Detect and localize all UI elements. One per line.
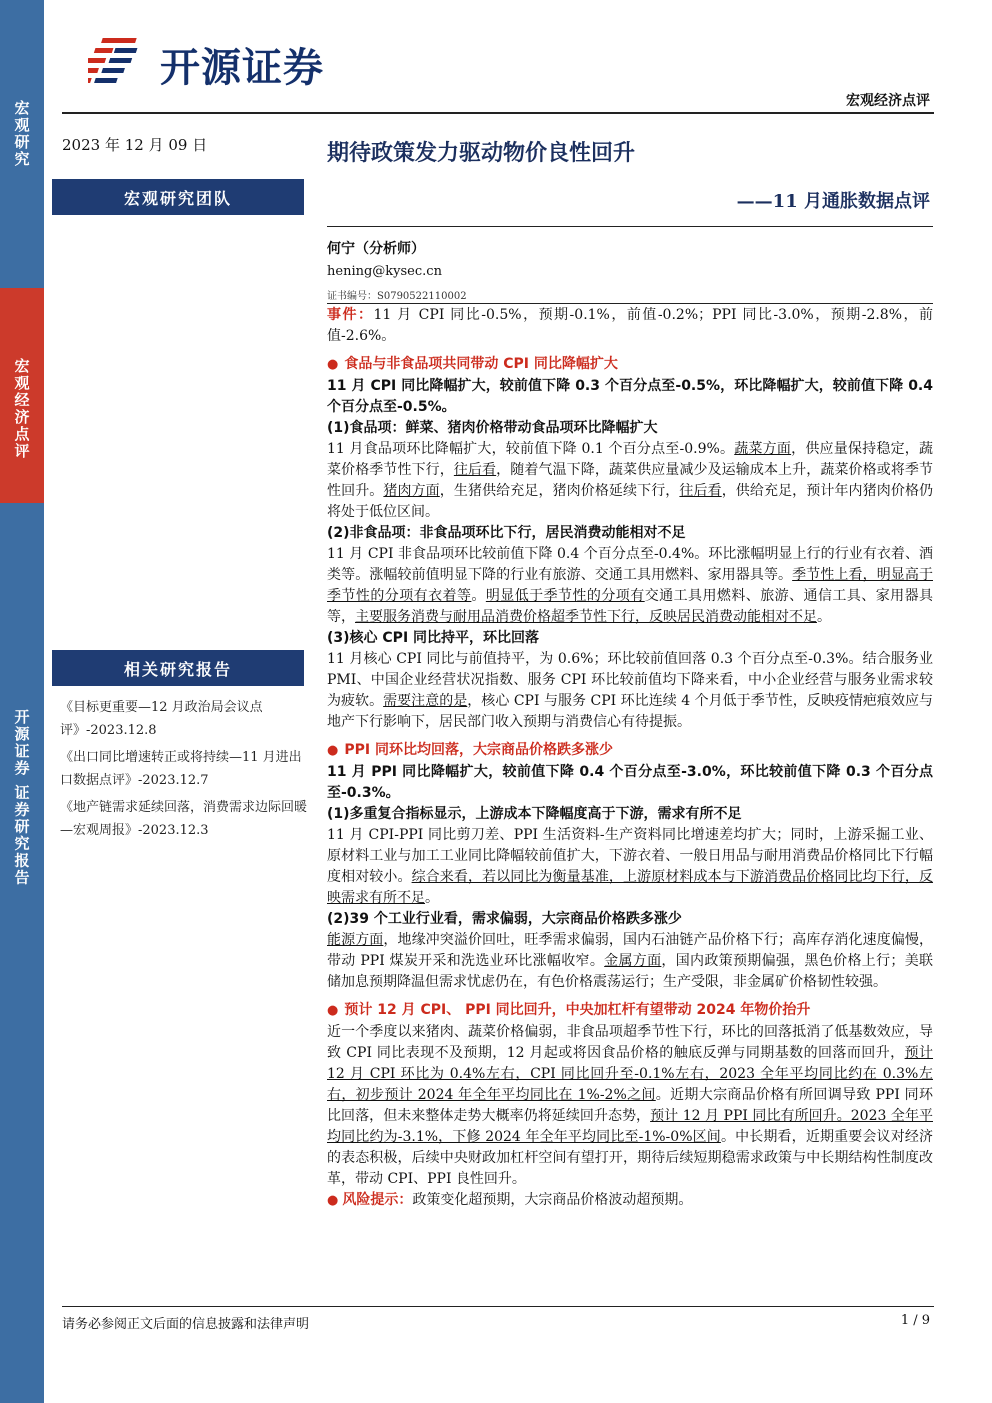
section-heading-text: 食品与非食品项共同带动 CPI 同比降幅扩大 xyxy=(344,356,618,372)
brand-name: 开源证券 xyxy=(160,45,324,91)
side-strip-middle-label: 宏观经济点评 xyxy=(12,358,31,460)
sub-heading: (3)核心 CPI 同比持平，环比回落 xyxy=(327,630,540,646)
sub-heading: (2)39 个工业行业看，需求偏弱，大宗商品价格跌多涨少 xyxy=(327,911,682,927)
paragraph: 11 月核心 CPI 同比与前值持平，为 0.6%；环比较前值回落 0.3 个百分点至-0.3%。结合服务业 PMI、中国企业经营状况指数、服务 CPI 环比较前值均下降来看，中小企业经营与服务业需求较为疲软。需要注意的是，核心 CPI 与服务 CPI 环比连续 4 个月低于季节性，反映疫情疤痕效应与地产下行影响下，居民部门收入预期与消费信心有待提振。 xyxy=(327,651,934,730)
related-item[interactable]: 《地产链需求延续回落，消费需求边际回暖—宏观周报》-2023.12.3 xyxy=(60,800,308,838)
bullet-icon: ● xyxy=(327,1003,339,1018)
title-rule xyxy=(327,226,933,227)
bullet-icon: ● xyxy=(327,743,339,758)
event-paragraph xyxy=(327,305,933,347)
paragraph: 能源方面，地缘冲突溢价回吐，旺季需求偏弱，国内石油链产品价格下行；高库存消化速度偏慢，带动 PPI 煤炭开采和洗选业环比涨幅收窄。金属方面，国内政策预期偏强，黑色价格上行；美联储加息预期降温但需求忧虑仍在，有色价格震荡运行；生产受限，非金属矿价格韧性较强。 xyxy=(327,932,934,990)
page-number: 1 / 9 xyxy=(900,1313,930,1328)
report-date: 2023 年 12 月 09 日 xyxy=(62,136,208,154)
team-box xyxy=(52,179,304,215)
paragraph: 11 月 CPI 非食品项环比较前值下降 0.4 个百分点至-0.4%。环比涨幅明显上行的行业有衣着、酒类等。涨幅较前值明显下降的行业有旅游、交通工具用燃料、家用器具等。季节性上看，明显高于季节性的分项有衣着等。明显低于季节性的分项有交通工具用燃料、旅游、通信工具、家用器具等，主要服务消费与耐用品消费价格超季节性下行，反映居民消费动能相对不足。 xyxy=(327,546,934,625)
sub-heading: (2)非食品项：非食品项环比下行，居民消费动能相对不足 xyxy=(327,525,686,541)
side-strip-bottom xyxy=(0,503,44,1403)
analyst-cert: 证书编号：S0790522110002 xyxy=(327,291,467,302)
related-box xyxy=(52,650,304,686)
side-strip-top-label: 宏观研究 xyxy=(12,100,31,168)
risk-text: 政策变化超预期，大宗商品价格波动超预期。 xyxy=(412,1192,693,1208)
section-lead: 11 月 CPI 同比降幅扩大，较前值下降 0.3 个百分点至-0.5%，环比降幅扩大，较前值下降 0.4 个百分点至-0.5%。 xyxy=(327,378,933,415)
section-heading-text: 预计 12 月 CPI、 PPI 同比回升，中央加杠杆有望带动 2024 年物价抬升 xyxy=(344,1002,811,1018)
related-label: 相关研究报告 xyxy=(123,659,232,679)
footer-rule xyxy=(62,1306,934,1307)
paragraph: 11 月 CPI-PPI 同比剪刀差、PPI 生活资料-生产资料同比增速差均扩大；同时，上游采掘工业、原材料工业与加工工业同比降幅较前值扩大，下游衣着、一般日用品与耐用消费品价格同比下行幅度相对较小。综合来看，若以同比为衡量基准，上游原材料成本与下游消费品价格同比均下行，反映需求有所不足。 xyxy=(327,827,934,906)
analyst-name: 何宁（分析师） xyxy=(327,241,425,257)
side-strip-middle xyxy=(0,288,44,503)
page-title: 期待政策发力驱动物价良性回升 xyxy=(327,140,636,166)
header-rule xyxy=(62,112,934,114)
risk-label: 风险提示： xyxy=(342,1192,413,1208)
related-item[interactable]: 《出口同比增速转正或将持续—11 月进出口数据点评》-2023.12.7 xyxy=(60,750,302,788)
section-heading xyxy=(327,999,933,1022)
page-subtitle: ——11 月通胀数据点评 xyxy=(736,191,930,212)
section-heading xyxy=(327,353,933,376)
bullet-icon: ● xyxy=(327,1193,339,1208)
paragraph: 近一个季度以来猪肉、蔬菜价格偏弱，非食品项超季节性下行，环比的回落抵消了低基数效应，导致 CPI 同比表现不及预期，12 月起或将因食品价格的触底反弹与同期基数的回落而回升，预计 12 月 CPI 环比为 0.4%左右，CPI 同比回升至-0.1%左右，2023 全年平均同比约在 0.3%左右，初步预计 2024 年全年平均同比在 1%-2%之间。近期大宗商品价格有所回调导致 PPI 同环比回落，但未来整体走势大概率仍将延续回升态势，预计 12 月 PPI 同比有所回升。2023 全年平均同比约为-3.1%，下修 2024 年全年平均同比至-1%-0%区间。中长期看，近期重要会议对经济的表态积极，后续中央财政加杠杆空间有望打开，期待后续短期稳需求政策与中长期结构性制度改革，带动 CPI、PPI 良性回升。 xyxy=(327,1024,934,1187)
event-label: 事件： xyxy=(327,307,374,323)
report-type: 宏观经济点评 xyxy=(846,93,930,109)
analyst-email[interactable]: hening@kysec.cn xyxy=(327,264,442,279)
analyst-rule xyxy=(327,303,933,304)
section-heading xyxy=(327,739,933,762)
paragraph: 11 月食品项环比降幅扩大，较前值下降 0.1 个百分点至-0.9%。蔬菜方面，供应量保持稳定，蔬菜价格季节性下行，往后看，随着气温下降，蔬菜供应量减少及运输成本上升，蔬菜价格或将季节性回升。猪肉方面，生猪供给充足，猪肉价格延续下行，往后看，供给充足，预计年内猪肉价格仍将处于低位区间。 xyxy=(327,441,934,520)
section-heading-text: PPI 同环比均回落，大宗商品价格跌多涨少 xyxy=(344,742,613,758)
bullet-icon: ● xyxy=(327,357,339,372)
risk-paragraph xyxy=(327,1190,933,1211)
sub-heading: (1)食品项：鲜菜、猪肉价格带动食品项环比降幅扩大 xyxy=(327,420,658,436)
section-lead: 11 月 PPI 同比降幅扩大，较前值下降 0.4 个百分点至-3.0%，环比较前值下降 0.3 个百分点至-0.3%。 xyxy=(327,764,933,801)
main-body xyxy=(327,305,933,1211)
team-label: 宏观研究团队 xyxy=(123,188,232,208)
side-strip-bottom-label: 开源证券 证券研究报告 xyxy=(12,709,31,887)
event-text: 11 月 CPI 同比-0.5%，预期-0.1%，前值-0.2%；PPI 同比-3.0%，预期-2.8%，前值-2.6%。 xyxy=(327,307,933,344)
side-strip-top xyxy=(0,0,44,288)
brand-logo-icon xyxy=(88,34,154,86)
sub-heading: (1)多重复合指标显示，上游成本下降幅度高于下游，需求有所不足 xyxy=(327,806,742,822)
footer-disclaimer: 请务必参阅正文后面的信息披露和法律声明 xyxy=(62,1317,310,1332)
related-item[interactable]: 《目标更重要—12 月政治局会议点评》-2023.12.8 xyxy=(60,700,263,738)
